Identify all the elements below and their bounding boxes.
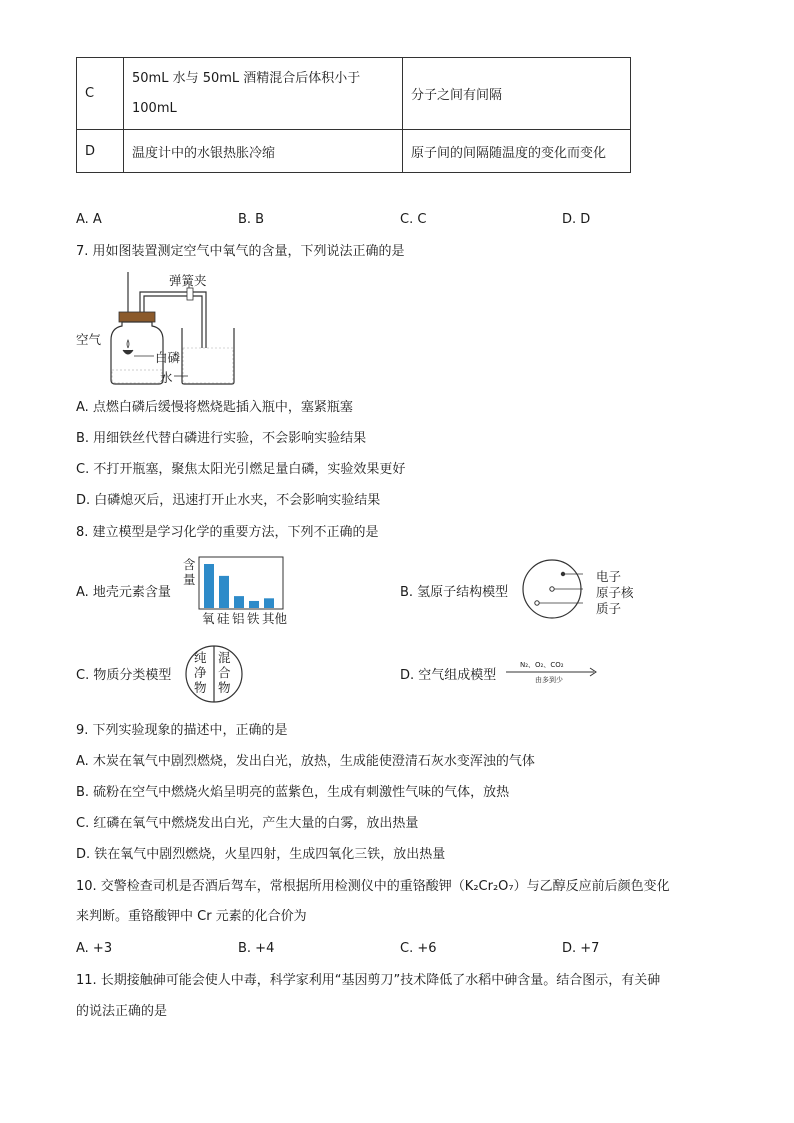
electron-dot [561, 572, 565, 576]
q9-stem: 9. 下列实验现象的描述中，正确的是 [76, 723, 288, 738]
crust-element-chart [198, 556, 284, 610]
q10-option-a: A. +3 [76, 941, 113, 956]
q7-option-c: C. 不打开瓶塞，聚焦太阳光引燃足量白磷，实验效果更好 [76, 462, 406, 477]
chart-category-label: 其他 [262, 611, 288, 626]
q7-stem: 7. 用如图装置测定空气中氧气的含量，下列说法正确的是 [76, 244, 405, 259]
q9-option-a: A. 木炭在氧气中剧烈燃烧，发出白光，放热，生成能使澄清石灰水变浑浊的气体 [76, 754, 535, 769]
chart-bar-0 [204, 564, 214, 608]
q8-option-b: B. 氢原子结构模型 [400, 585, 509, 600]
row-explanation: 分子之间有间隔 [403, 58, 631, 130]
answer-table [76, 57, 631, 173]
q10-option-b: B. +4 [238, 941, 275, 956]
q9-option-d: D. 铁在氧气中剧烈燃烧，火星四射，生成四氧化三铁，放出热量 [76, 847, 446, 862]
chart-category-label: 铝 [232, 611, 245, 626]
air-components-label: N₂、O₂、CO₂ [520, 661, 564, 669]
nucleus-dot [550, 587, 554, 591]
air-label: 空气 [76, 332, 102, 347]
classification-model [184, 644, 244, 704]
table-row [77, 130, 631, 173]
proton-label: 质子 [596, 601, 622, 616]
q9-option-c: C. 红磷在氧气中燃烧发出白光，产生大量的白雾，放出热量 [76, 816, 419, 831]
phosphorus-label: 白磷 [155, 350, 181, 365]
q8-option-c: C. 物质分类模型 [76, 668, 172, 683]
electron-label: 电子 [596, 569, 622, 584]
chart-ylabel: 量 [183, 572, 196, 587]
chart-categories [198, 609, 292, 625]
water-label: 水 [160, 370, 173, 385]
q10-stem-line1: 10. 交警检查司机是否酒后驾车，常根据所用检测仪中的重铬酸钾（K₂Cr₂O₇）与乙醇反应前后颜色变化 [76, 879, 670, 894]
chart-bar-1 [219, 576, 229, 608]
q10-option-d: D. +7 [562, 941, 600, 956]
nucleus-label: 原子核 [596, 585, 634, 600]
chart-ylabel: 含 [183, 557, 196, 572]
chart-bar-2 [234, 596, 244, 608]
q11-stem-line2: 的说法正确的是 [76, 1004, 168, 1019]
chart-category-label: 铁 [247, 611, 260, 626]
table-row [77, 58, 631, 130]
row-fact-line: 50mL 水与 50mL 酒精混合后体积小于 [132, 70, 361, 86]
mixture-label: 混 合 物 [218, 650, 231, 695]
row-fact [124, 58, 403, 130]
q6-option-b: B. B [238, 212, 265, 227]
q7-option-d: D. 白磷熄灭后，迅速打开止水夹，不会影响实验结果 [76, 493, 381, 508]
q10-stem-line2: 来判断。重铬酸钾中 Cr 元素的化合价为 [76, 909, 307, 924]
q6-option-a: A. A [76, 212, 102, 227]
row-letter: C [77, 58, 124, 130]
q7-option-a: A. 点燃白磷后缓慢将燃烧匙插入瓶中，塞紧瓶塞 [76, 400, 353, 415]
order-label: 由多到少 [535, 676, 563, 684]
q6-option-d: D. D [562, 212, 591, 227]
clamp-label: 弹簧夹 [169, 273, 207, 288]
row-fact-line: 100mL [132, 100, 177, 116]
q9-option-b: B. 硫粉在空气中燃烧火焰呈明亮的蓝紫色，生成有刺激性气味的气体，放热 [76, 785, 510, 800]
row-explanation: 原子间的间隔随温度的变化而变化 [403, 130, 631, 173]
q7-option-b: B. 用细铁丝代替白磷进行实验，不会影响实验结果 [76, 431, 367, 446]
row-fact: 温度计中的水银热胀冷缩 [124, 130, 403, 173]
q8-option-d: D. 空气组成模型 [400, 668, 497, 683]
proton-dot [535, 601, 539, 605]
q8-option-a: A. 地壳元素含量 [76, 585, 171, 600]
chart-bar-4 [264, 598, 274, 608]
hydrogen-atom-model [521, 558, 583, 620]
row-letter: D [77, 130, 124, 173]
q8-stem: 8. 建立模型是学习化学的重要方法，下列不正确的是 [76, 525, 379, 540]
chart-category-label: 氧 [202, 611, 215, 626]
chart-category-label: 硅 [217, 611, 230, 626]
q11-stem-line1: 11. 长期接触砷可能会使人中毒，科学家利用“基因剪刀”技术降低了水稻中砷含量。结合图示，有关砷 [76, 973, 661, 988]
q6-option-c: C. C [400, 212, 427, 227]
chart-bar-3 [249, 601, 259, 608]
pure-substance-label: 纯 净 物 [194, 650, 207, 695]
q10-option-c: C. +6 [400, 941, 437, 956]
